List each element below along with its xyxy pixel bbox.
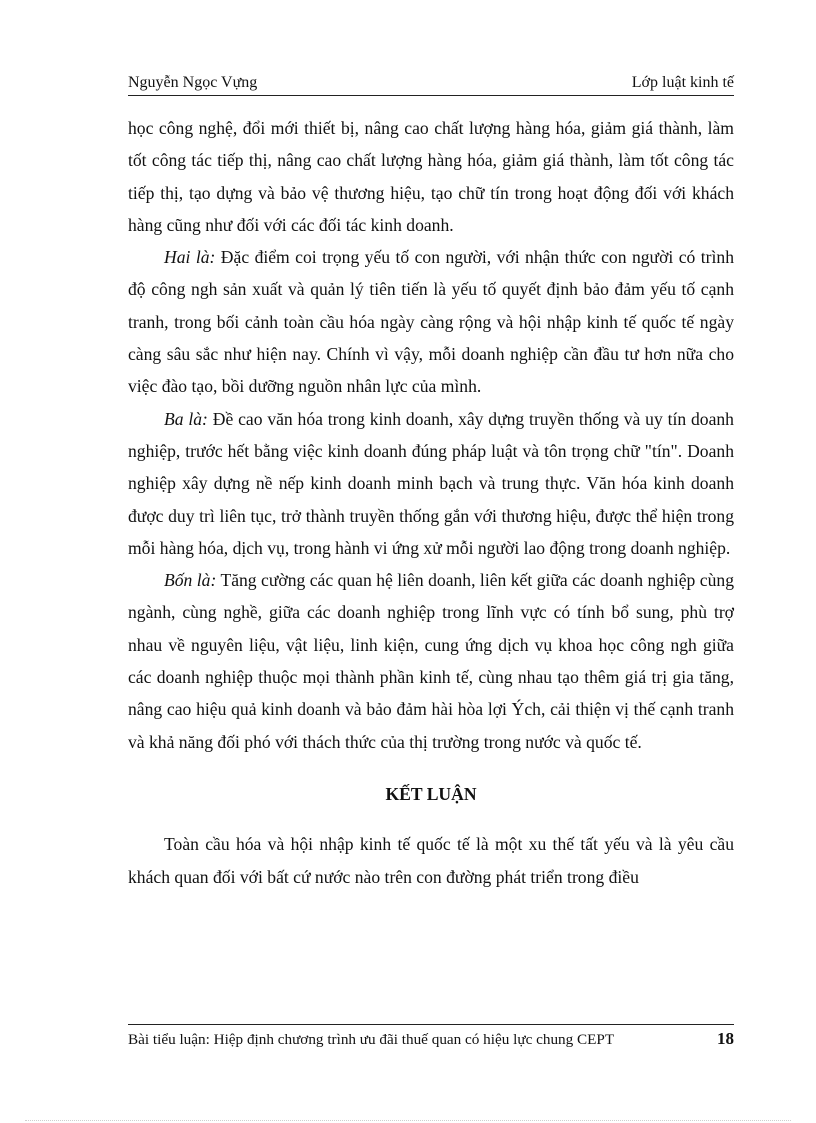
document-body: [128, 112, 734, 893]
paragraph-conclusion: [128, 828, 734, 893]
paragraph-text: học công nghệ, đổi mới thiết bị, nâng cao chất lượng hàng hóa, giảm giá thành, làm tốt công tác tiếp thị, nâng cao chất lượng hàng hóa, giảm giá thành, làm tốt công tác tiếp thị, tạo dựng và bảo vệ thương hiệu, tạo chữ tín trong hoạt động đối với khách hàng cũng như đối với các đối tác kinh doanh.: [128, 118, 734, 235]
header-author: Nguyễn Ngọc Vựng: [128, 74, 258, 91]
page-footer: [128, 1024, 734, 1049]
paragraph-text: Toàn cầu hóa và hội nhập kinh tế quốc tế là một xu thế tất yếu và là yêu cầu khách quan đối với bất cứ nước nào trên con đường phát triển trong điều: [128, 834, 734, 887]
page-header: [128, 74, 734, 96]
paragraph-lead: Hai là:: [164, 247, 216, 268]
footer-title: Bài tiểu luận: Hiệp định chương trình ưu đãi thuế quan có hiệu lực chung CEPT: [128, 1031, 615, 1048]
paragraph-text: Đề cao văn hóa trong kinh doanh, xây dựng truyền thống và uy tín doanh nghiệp, trước hết bằng việc kinh doanh đúng pháp luật và tôn trọng chữ "tín". Doanh nghiệp xây dựng nề nếp kinh doanh minh bạch và trung thực. Văn hóa kinh doanh được duy trì liên tục, trở thành truyền thống gắn với thương hiệu, được thể hiện trong mỗi hàng hóa, dịch vụ, trong hành vi ứng xử mỗi người lao động trong doanh nghiệp.: [128, 408, 734, 558]
paragraph-hai-la: [128, 241, 734, 402]
page-edge-divider: [25, 1120, 791, 1121]
paragraph-lead: Bốn là:: [164, 570, 217, 591]
paragraph-text: Đặc điểm coi trọng yếu tố con người, với nhận thức con người có trình độ công ngh sản xuất và quản lý tiên tiến là yếu tố quyết định bảo đảm yếu tố cạnh tranh, trong bối cảnh toàn cầu hóa ngày càng rộng và hội nhập kinh tế quốc tế ngày càng sâu sắc như hiện nay. Chính vì vậy, mỗi doanh nghiệp cần đầu tư hơn nữa cho việc đào tạo, bồi dưỡng nguồn nhân lực của mình.: [128, 247, 734, 397]
paragraph-continuation: [128, 112, 734, 241]
page-number: 18: [717, 1029, 734, 1048]
section-heading: KẾT LUẬN: [385, 783, 477, 804]
paragraph-ba-la: [128, 403, 734, 564]
paragraph-bon-la: [128, 564, 734, 758]
paragraph-text: Tăng cường các quan hệ liên doanh, liên kết giữa các doanh nghiệp cùng ngành, cùng nghề, giữa các doanh nghiệp trong lĩnh vực có tính bổ sung, phù trợ nhau về nguyên liệu, vật liệu, linh kiện, cung ứng dịch vụ khoa học công ngh giữa các doanh nghiệp thuộc mọi thành phần kinh tế, cùng nhau tạo thêm giá trị gia tăng, nâng cao hiệu quả kinh doanh và bảo đảm hài hòa lợi Ých, cải thiện vị thế cạnh tranh và khả năng đối phó với thách thức của thị trường trong nước và quốc tế.: [128, 570, 734, 752]
header-class: Lớp luật kinh tế: [631, 74, 734, 91]
paragraph-lead: Ba là:: [164, 408, 208, 429]
